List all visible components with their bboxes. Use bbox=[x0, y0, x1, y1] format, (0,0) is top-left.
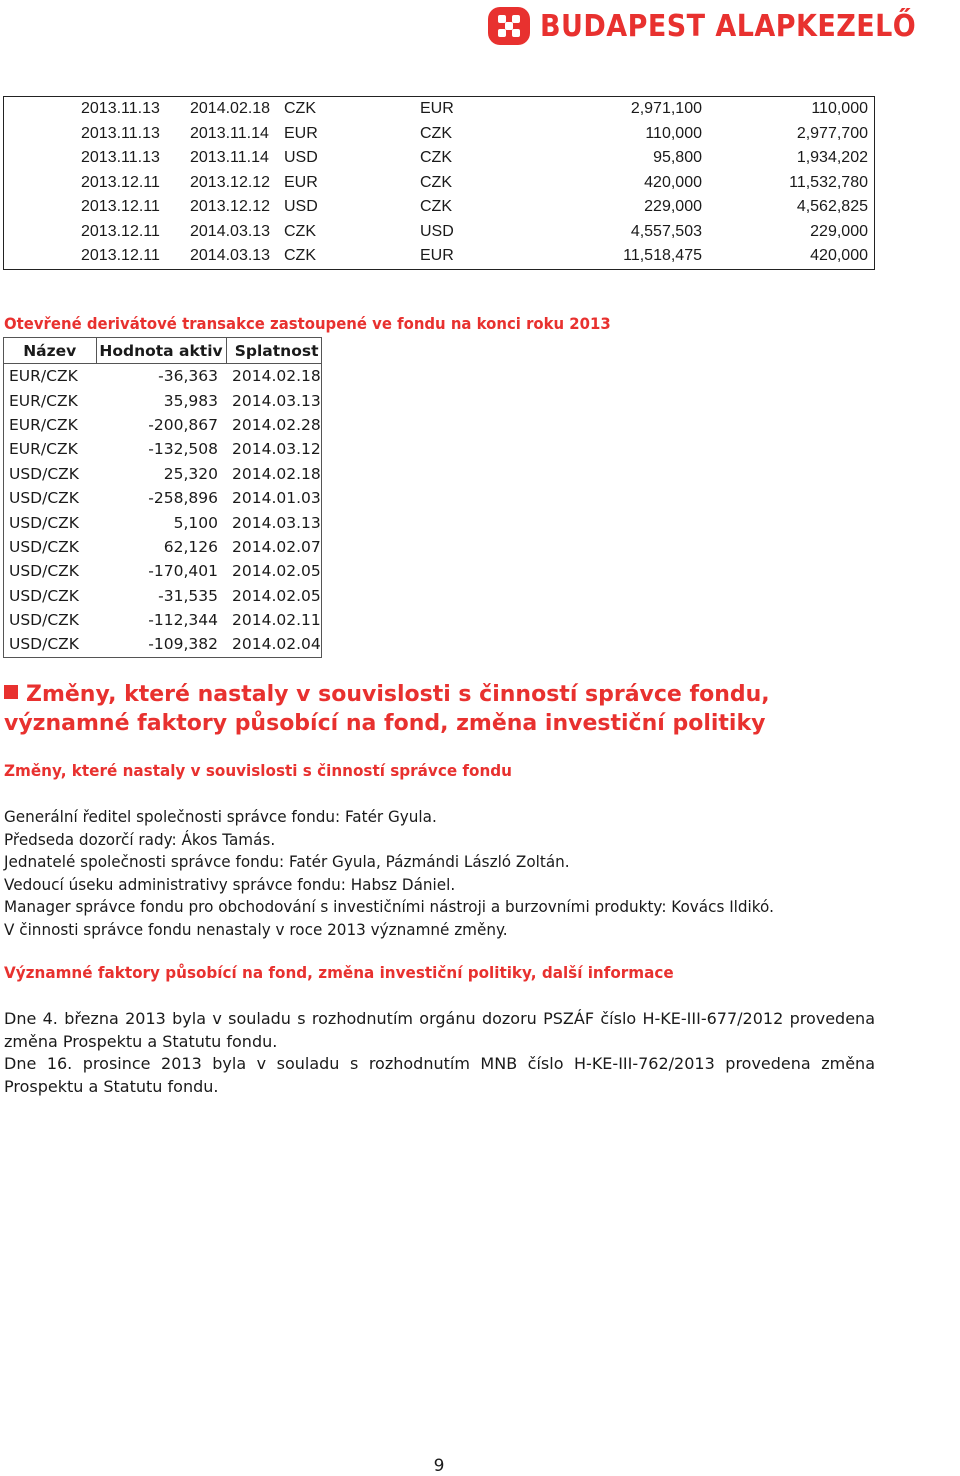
table-row bbox=[4, 437, 322, 461]
col-header-name: Název bbox=[4, 338, 97, 364]
table-row bbox=[4, 244, 875, 269]
buy-amount-cell: 1,934,202 bbox=[796, 149, 868, 167]
section-heading bbox=[4, 680, 834, 738]
table-row bbox=[4, 97, 875, 122]
trade-date-cell: 2013.11.13 bbox=[81, 149, 160, 167]
maturity-cell: 2014.02.28 bbox=[232, 415, 321, 434]
col-header-maturity: Splatnost bbox=[226, 338, 321, 364]
buy-amount-cell: 110,000 bbox=[811, 100, 868, 118]
logo-text: BUDAPEST ALAPKEZELŐ bbox=[540, 8, 917, 44]
settle-date-cell: 2013.11.14 bbox=[190, 149, 269, 167]
sell-currency-cell: CZK bbox=[284, 100, 316, 118]
buy-currency-cell: USD bbox=[420, 222, 454, 240]
buy-amount-cell: 420,000 bbox=[810, 247, 868, 265]
col-header-value: Hodnota aktiv bbox=[96, 338, 226, 364]
budapest-logo-icon bbox=[486, 5, 532, 47]
settle-date-cell: 2013.12.12 bbox=[190, 173, 271, 191]
sell-amount-cell: 229,000 bbox=[644, 198, 702, 216]
text-line: Vedoucí úseku administrativy správce fondu: Habsz Dániel. bbox=[4, 874, 456, 894]
sell-amount-cell: 2,971,100 bbox=[630, 100, 702, 118]
buy-currency-cell: CZK bbox=[420, 173, 452, 191]
maturity-cell: 2014.02.05 bbox=[232, 586, 321, 605]
maturity-cell: 2014.01.03 bbox=[232, 489, 321, 508]
page-number: 9 bbox=[433, 1456, 445, 1476]
sell-amount-cell: 4,557,503 bbox=[630, 222, 702, 240]
text-line: Manager správce fondu pro obchodování s investičními nástroji a burzovními produkty: Kovács Ildikó. bbox=[4, 897, 774, 916]
table-row bbox=[4, 195, 875, 220]
table-row bbox=[4, 584, 322, 608]
table-row bbox=[4, 413, 322, 437]
maturity-cell: 2014.02.07 bbox=[232, 537, 321, 556]
table-row bbox=[4, 171, 875, 196]
table-row bbox=[4, 122, 875, 147]
settle-date-cell: 2014.03.13 bbox=[190, 247, 271, 265]
trade-date-cell: 2013.12.11 bbox=[81, 247, 160, 265]
manager-info-lines bbox=[4, 806, 814, 941]
asset-value-cell: -258,896 bbox=[148, 489, 218, 508]
asset-value-cell: 25,320 bbox=[163, 464, 218, 483]
asset-value-cell: -36,363 bbox=[158, 367, 218, 386]
buy-currency-cell: EUR bbox=[420, 247, 454, 265]
asset-value-cell: -109,382 bbox=[148, 635, 218, 654]
derivatives-header-row bbox=[4, 338, 322, 364]
derivatives-table bbox=[3, 337, 322, 658]
instrument-name-cell: USD/CZK bbox=[9, 562, 79, 581]
instrument-name-cell: EUR/CZK bbox=[9, 391, 78, 410]
section-heading-text: Změny, které nastaly v souvislosti s činností správce fondu, významné faktory působící na fond, změna investiční politiky bbox=[4, 682, 770, 736]
instrument-name-cell: USD/CZK bbox=[9, 586, 79, 605]
sell-currency-cell: CZK bbox=[284, 222, 316, 240]
maturity-cell: 2014.02.04 bbox=[232, 635, 321, 654]
asset-value-cell: 35,983 bbox=[163, 391, 218, 410]
buy-currency-cell: CZK bbox=[420, 149, 452, 167]
buy-amount-cell: 4,562,825 bbox=[796, 198, 868, 216]
buy-amount-cell: 11,532,780 bbox=[789, 173, 868, 191]
instrument-name-cell: USD/CZK bbox=[9, 513, 79, 532]
sell-amount-cell: 420,000 bbox=[644, 173, 702, 191]
subheading-factors: Významné faktory působící na fond, změna investiční politiky, další informace bbox=[4, 963, 674, 982]
settle-date-cell: 2014.03.13 bbox=[190, 222, 271, 240]
table-row bbox=[4, 632, 322, 657]
maturity-cell: 2014.03.12 bbox=[232, 440, 321, 459]
instrument-name-cell: USD/CZK bbox=[9, 489, 79, 508]
table-row bbox=[4, 388, 322, 412]
maturity-cell: 2014.03.13 bbox=[232, 391, 321, 410]
asset-value-cell: 5,100 bbox=[173, 513, 218, 532]
maturity-cell: 2014.02.05 bbox=[232, 562, 321, 581]
table-row bbox=[4, 462, 322, 486]
table-row bbox=[4, 146, 875, 171]
text-line: Jednatelé společnosti správce fondu: Fatér Gyula, Pázmándi László Zoltán. bbox=[4, 852, 570, 871]
derivatives-title: Otevřené derivátové transakce zastoupené ve fondu na konci roku 2013 bbox=[4, 314, 611, 333]
text-line: V činnosti správce fondu nenastaly v roce 2013 významné změny. bbox=[4, 919, 508, 939]
table-row bbox=[4, 510, 322, 534]
sell-amount-cell: 110,000 bbox=[645, 124, 702, 142]
buy-amount-cell: 229,000 bbox=[810, 222, 868, 240]
fx-transactions-table bbox=[3, 96, 875, 270]
paragraph-december: Dne 16. prosince 2013 byla v souladu s rozhodnutím MNB číslo H-KE-III-762/2013 provedena změna Prospektu a Statutu fondu. bbox=[4, 1054, 875, 1096]
sell-currency-cell: EUR bbox=[284, 124, 318, 142]
instrument-name-cell: EUR/CZK bbox=[9, 367, 78, 386]
subheading-manager-changes: Změny, které nastaly v souvislosti s činností správce fondu bbox=[4, 761, 513, 780]
trade-date-cell: 2013.11.13 bbox=[81, 124, 160, 142]
sell-currency-cell: CZK bbox=[284, 247, 316, 265]
asset-value-cell: -200,867 bbox=[148, 415, 218, 434]
instrument-name-cell: USD/CZK bbox=[9, 537, 79, 556]
sell-currency-cell: EUR bbox=[284, 173, 318, 191]
trade-date-cell: 2013.12.11 bbox=[81, 198, 160, 216]
table-row bbox=[4, 364, 322, 389]
sell-amount-cell: 95,800 bbox=[653, 149, 702, 167]
square-bullet-icon bbox=[4, 685, 18, 699]
sell-amount-cell: 11,518,475 bbox=[623, 247, 702, 265]
asset-value-cell: -112,344 bbox=[148, 611, 218, 630]
buy-currency-cell: CZK bbox=[420, 198, 452, 216]
asset-value-cell: 62,126 bbox=[163, 537, 218, 556]
table-row bbox=[4, 220, 875, 245]
trade-date-cell: 2013.12.11 bbox=[81, 173, 160, 191]
sell-currency-cell: USD bbox=[284, 149, 318, 167]
table-row bbox=[4, 535, 322, 559]
instrument-name-cell: USD/CZK bbox=[9, 464, 79, 483]
settle-date-cell: 2014.02.18 bbox=[190, 100, 271, 118]
maturity-cell: 2014.02.18 bbox=[232, 464, 321, 483]
instrument-name-cell: USD/CZK bbox=[9, 611, 79, 630]
buy-amount-cell: 2,977,700 bbox=[796, 124, 868, 142]
sell-currency-cell: USD bbox=[284, 198, 318, 216]
asset-value-cell: -170,401 bbox=[148, 562, 218, 581]
asset-value-cell: -132,508 bbox=[148, 440, 218, 459]
table-row bbox=[4, 486, 322, 510]
trade-date-cell: 2013.12.11 bbox=[81, 222, 160, 240]
maturity-cell: 2014.02.18 bbox=[232, 367, 321, 386]
asset-value-cell: -31,535 bbox=[158, 586, 218, 605]
settle-date-cell: 2013.12.12 bbox=[190, 198, 271, 216]
table-row bbox=[4, 608, 322, 632]
buy-currency-cell: EUR bbox=[420, 100, 454, 118]
trade-date-cell: 2013.11.13 bbox=[81, 100, 160, 118]
table-row bbox=[4, 559, 322, 583]
maturity-cell: 2014.03.13 bbox=[232, 513, 321, 532]
text-line: Generální ředitel společnosti správce fondu: Fatér Gyula. bbox=[4, 807, 437, 826]
instrument-name-cell: USD/CZK bbox=[9, 635, 79, 654]
buy-currency-cell: CZK bbox=[420, 124, 452, 142]
paragraph-march: Dne 4. března 2013 byla v souladu s rozhodnutím orgánu dozoru PSZÁF číslo H-KE-III-677/2012 provedena změna Prospektu a Statutu fondu. bbox=[4, 1009, 875, 1051]
instrument-name-cell: EUR/CZK bbox=[9, 440, 78, 459]
settle-date-cell: 2013.11.14 bbox=[190, 124, 269, 142]
maturity-cell: 2014.02.11 bbox=[232, 611, 321, 630]
instrument-name-cell: EUR/CZK bbox=[9, 415, 78, 434]
brand-logo bbox=[486, 4, 958, 48]
text-line: Předseda dozorčí rady: Ákos Tamás. bbox=[4, 829, 276, 849]
